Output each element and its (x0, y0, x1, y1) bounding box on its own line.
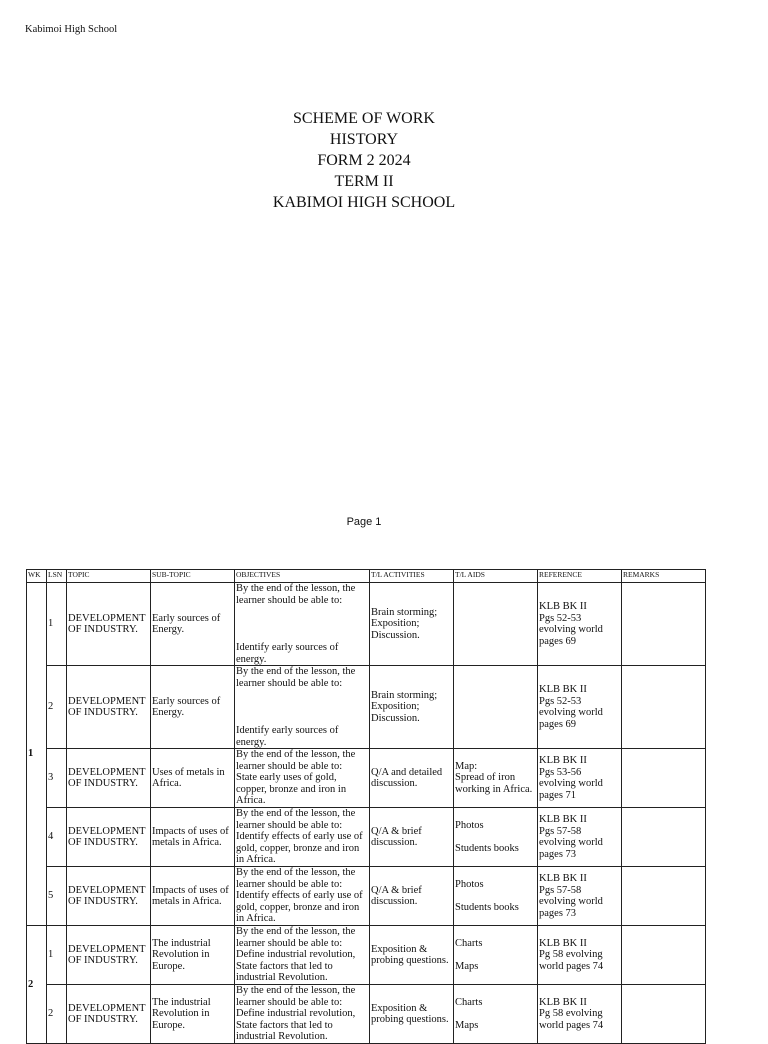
aids-cell: Map: Spread of iron working in Africa. (454, 749, 538, 808)
week-number-cell: 1 (27, 583, 47, 926)
objectives-cell: By the end of the lesson, the learner should be able to: Identify early sources of energy. (235, 666, 370, 749)
table-header-row (27, 570, 706, 583)
aids-cell (454, 666, 538, 749)
objectives-cell: By the end of the lesson, the learner should be able to: State early uses of gold, copper, bronze and iron in Africa. (235, 749, 370, 808)
reference-cell: KLB BK II Pg 58 evolving world pages 74 (538, 985, 622, 1044)
subtopic-cell: The industrial Revolution in Europe. (151, 926, 235, 985)
activities-cell: Q/A & brief discussion. (370, 867, 454, 926)
remarks-cell (622, 867, 706, 926)
lesson-number-cell: 2 (47, 985, 67, 1044)
aids-cell: Charts Maps (454, 985, 538, 1044)
topic-cell: DEVELOPMENT OF INDUSTRY. (67, 808, 151, 867)
title-line: SCHEME OF WORK (293, 110, 435, 127)
col-header-subtopic: SUB-TOPIC (151, 570, 235, 583)
table-row (27, 926, 706, 985)
activities-cell: Q/A and detailed discussion. (370, 749, 454, 808)
subtopic-cell: Uses of metals in Africa. (151, 749, 235, 808)
week-number-cell: 2 (27, 926, 47, 1044)
subtopic-cell: Impacts of uses of metals in Africa. (151, 867, 235, 926)
page-number: Page 1 (346, 516, 382, 528)
aids-cell: Photos Students books (454, 867, 538, 926)
topic-cell: DEVELOPMENT OF INDUSTRY. (67, 926, 151, 985)
table-row (27, 867, 706, 926)
title-line: KABIMOI HIGH SCHOOL (272, 194, 456, 211)
col-header-reference: REFERENCE (538, 570, 622, 583)
lesson-number-cell: 5 (47, 867, 67, 926)
subtopic-cell: Early sources of Energy. (151, 583, 235, 666)
remarks-cell (622, 749, 706, 808)
objectives-cell: By the end of the lesson, the learner should be able to: Identify effects of early use of gold, copper, bronze and iron in Africa. (235, 867, 370, 926)
topic-cell: DEVELOPMENT OF INDUSTRY. (67, 666, 151, 749)
activities-cell: Exposition & probing questions. (370, 985, 454, 1044)
col-header-topic: TOPIC (67, 570, 151, 583)
reference-cell: KLB BK II Pg 58 evolving world pages 74 (538, 926, 622, 985)
table-body (27, 583, 706, 1044)
topic-cell: DEVELOPMENT OF INDUSTRY. (67, 985, 151, 1044)
topic-cell: DEVELOPMENT OF INDUSTRY. (67, 867, 151, 926)
topic-cell: DEVELOPMENT OF INDUSTRY. (67, 749, 151, 808)
objectives-cell: By the end of the lesson, the learner should be able to: Define industrial revolution, State factors that led to industrial Revolution. (235, 985, 370, 1044)
subtopic-cell: Impacts of uses of metals in Africa. (151, 808, 235, 867)
table-row (27, 808, 706, 867)
reference-cell: KLB BK II Pgs 57-58 evolving world pages 73 (538, 808, 622, 867)
aids-cell: Photos Students books (454, 808, 538, 867)
activities-cell: Brain storming; Exposition; Discussion. (370, 666, 454, 749)
remarks-cell (622, 583, 706, 666)
lesson-number-cell: 1 (47, 926, 67, 985)
col-header-wk: WK (27, 570, 47, 583)
topic-cell: DEVELOPMENT OF INDUSTRY. (67, 583, 151, 666)
title-line: FORM 2 2024 (317, 152, 411, 169)
lesson-number-cell: 3 (47, 749, 67, 808)
remarks-cell (622, 926, 706, 985)
lesson-number-cell: 4 (47, 808, 67, 867)
reference-cell: KLB BK II Pgs 57-58 evolving world pages 73 (538, 867, 622, 926)
activities-cell: Q/A & brief discussion. (370, 808, 454, 867)
aids-cell (454, 583, 538, 666)
objectives-cell: By the end of the lesson, the learner should be able to: Define industrial revolution, State factors that led to industrial Revolution. (235, 926, 370, 985)
table-row (27, 583, 706, 666)
remarks-cell (622, 666, 706, 749)
lesson-number-cell: 2 (47, 666, 67, 749)
reference-cell: KLB BK II Pgs 52-53 evolving world pages 69 (538, 583, 622, 666)
activities-cell: Brain storming; Exposition; Discussion. (370, 583, 454, 666)
col-header-remarks: REMARKS (622, 570, 706, 583)
objectives-cell: By the end of the lesson, the learner should be able to: Identify effects of early use of gold, copper, bronze and iron in Africa. (235, 808, 370, 867)
activities-cell: Exposition & probing questions. (370, 926, 454, 985)
document-title (0, 108, 728, 213)
aids-cell: Charts Maps (454, 926, 538, 985)
col-header-aids: T/L AIDS (454, 570, 538, 583)
objectives-cell: By the end of the lesson, the learner should be able to: Identify early sources of energy. (235, 583, 370, 666)
reference-cell: KLB BK II Pgs 52-53 evolving world pages 69 (538, 666, 622, 749)
scheme-of-work-table (26, 569, 706, 1044)
col-header-lsn: LSN (47, 570, 67, 583)
subtopic-cell: The industrial Revolution in Europe. (151, 985, 235, 1044)
col-header-objectives: OBJECTIVES (235, 570, 370, 583)
reference-cell: KLB BK II Pgs 53-56 evolving world pages 71 (538, 749, 622, 808)
remarks-cell (622, 985, 706, 1044)
col-header-activities: T/L ACTIVITIES (370, 570, 454, 583)
title-line: TERM II (334, 173, 394, 190)
subtopic-cell: Early sources of Energy. (151, 666, 235, 749)
title-line: HISTORY (329, 131, 399, 148)
lesson-number-cell: 1 (47, 583, 67, 666)
table-row (27, 749, 706, 808)
remarks-cell (622, 808, 706, 867)
table-row (27, 985, 706, 1044)
running-header-school: Kabimoi High School (25, 24, 118, 35)
table-row (27, 666, 706, 749)
